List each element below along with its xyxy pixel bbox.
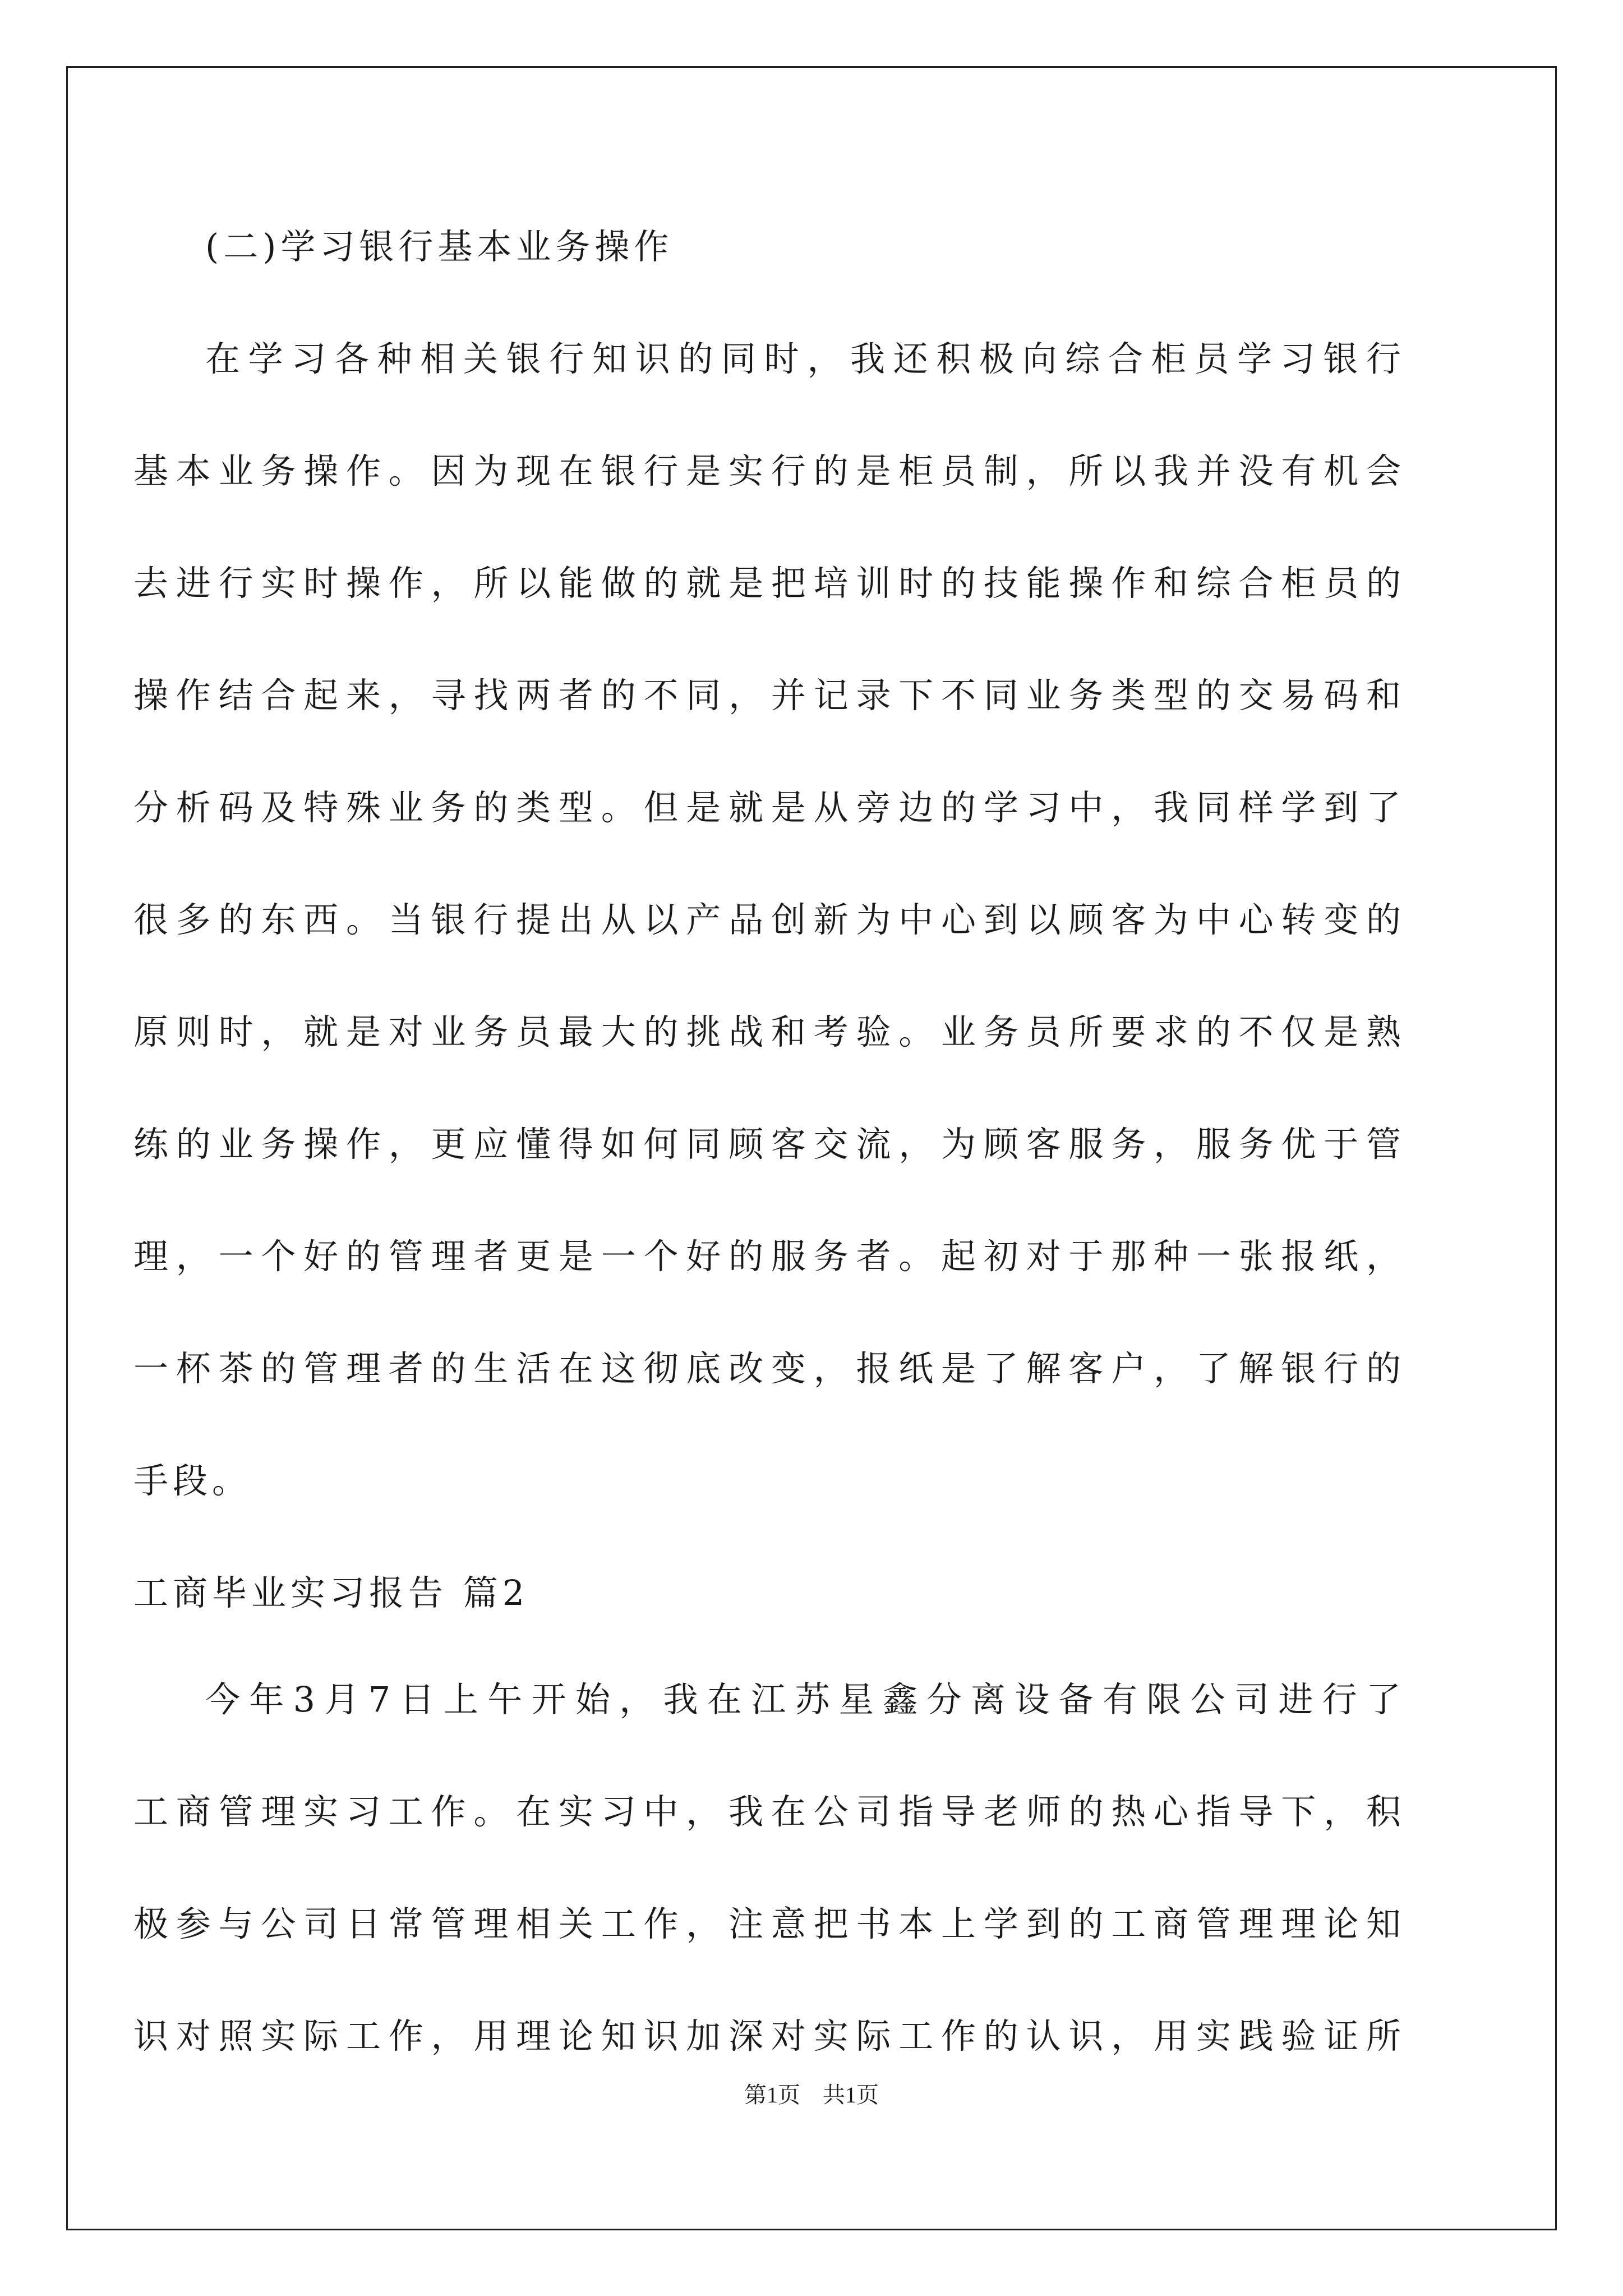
- paragraph-line: 今年3月7日上午开始，我在江苏星鑫分离设备有限公司进行了: [205, 1679, 1401, 1720]
- paragraph-line: 理，一个好的管理者更是一个好的服务者。起初对于那种一张报纸，: [133, 1236, 1401, 1277]
- paragraph-line: 练的业务操作，更应懂得如何同顾客交流，为顾客服务，服务优于管: [133, 1124, 1401, 1165]
- section-title: 工商毕业实习报告 篇2: [133, 1572, 529, 1613]
- section-heading: (二)学习银行基本业务操作: [205, 226, 674, 267]
- paragraph-line: 分析码及特殊业务的类型。但是就是从旁边的学习中，我同样学到了: [133, 787, 1401, 828]
- paragraph-line: 去进行实时操作，所以能做的就是把培训时的技能操作和综合柜员的: [133, 563, 1401, 604]
- paragraph-line: 识对照实际工作，用理论知识加深对实际工作的认识，用实践验证所: [133, 2016, 1401, 2056]
- paragraph-line: 很多的东西。当银行提出从以产品创新为中心到以顾客为中心转变的: [133, 899, 1401, 940]
- page-footer: 第1页 共1页: [744, 2082, 879, 2108]
- paragraph-line: 极参与公司日常管理相关工作，注意把书本上学到的工商管理理论知: [133, 1903, 1401, 1944]
- paragraph-line: 手段。: [133, 1460, 252, 1501]
- paragraph-line: 在学习各种相关银行知识的同时，我还积极向综合柜员学习银行: [205, 338, 1401, 379]
- paragraph-line: 基本业务操作。因为现在银行是实行的是柜员制，所以我并没有机会: [133, 450, 1401, 491]
- paragraph-line: 一杯茶的管理者的生活在这彻底改变，报纸是了解客户，了解银行的: [133, 1348, 1401, 1389]
- paragraph-line: 工商管理实习工作。在实习中，我在公司指导老师的热心指导下，积: [133, 1791, 1401, 1832]
- paragraph-line: 原则时，就是对业务员最大的挑战和考验。业务员所要求的不仅是熟: [133, 1011, 1401, 1052]
- paragraph-line: 操作结合起来，寻找两者的不同，并记录下不同业务类型的交易码和: [133, 675, 1401, 716]
